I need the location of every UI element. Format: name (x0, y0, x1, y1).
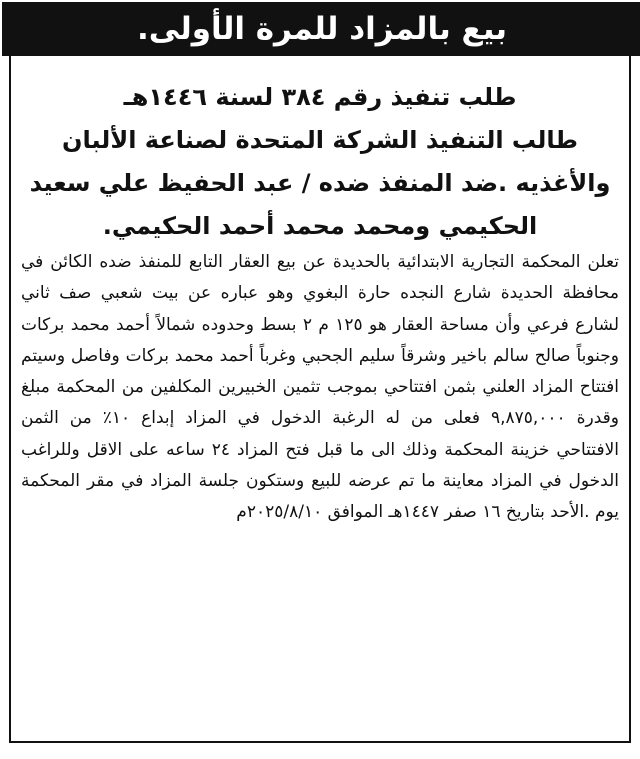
notice-body: تعلن المحكمة التجارية الابتدائية بالحديدة عن بيع العقار التابع للمنفذ ضده الكائن في محافظة الحديدة شارع النجده حارة البغوي وهو عباره عن بيت شعبي صف ثاني لشارع فرعي وأن مساحة العقار هو ١٢٥ م ٢ بسط وحدوده شمالاً أحمد محمد بركات وجنوباً صالح سالم باخير وشرقاً سليم الجحبي وغرباً أحمد محمد بركات وفاصل وسيتم افتتاح المزاد العلني بثمن افتتاحي بموجب تثمين الخبيرين المكلفين من المحكمة مبلغ وقدرة ٩,٨٧٥,٠٠٠ فعلى من له الرغبة الدخول في المزاد إبداع ١٠٪ من الثمن الافتتاحي خزينة المحكمة وذلك الى ما قبل فتح المزاد ٢٤ ساعه على الاقل وللراغب الدخول في المزاد معاينة ما تم عرضه للبيع وستكون جلسة المزاد في مقر المحكمة يوم .الأحد بتاريخ ١٦ صفر ١٤٤٧هـ الموافق ٢٠٢٥/٨/١٠م (21, 252, 620, 523)
execution-against: والأغذيه .ضد المنفذ ضده / عبد الحفيظ علي سعيد (29, 169, 611, 197)
execution-requester: طالب التنفيذ الشركة المتحدة لصناعة الألبان (62, 126, 578, 154)
notice-title: بيع بالمزاد للمرة الأولى. (2, 2, 640, 56)
notice-headline (19, 76, 621, 248)
execution-against-continued: الحكيمي ومحمد محمد أحمد الحكيمي. (102, 212, 538, 240)
auction-notice (9, 8, 631, 743)
execution-request-number: طلب تنفيذ رقم ٣٨٤ لسنة ١٤٤٦هـ (123, 83, 517, 111)
